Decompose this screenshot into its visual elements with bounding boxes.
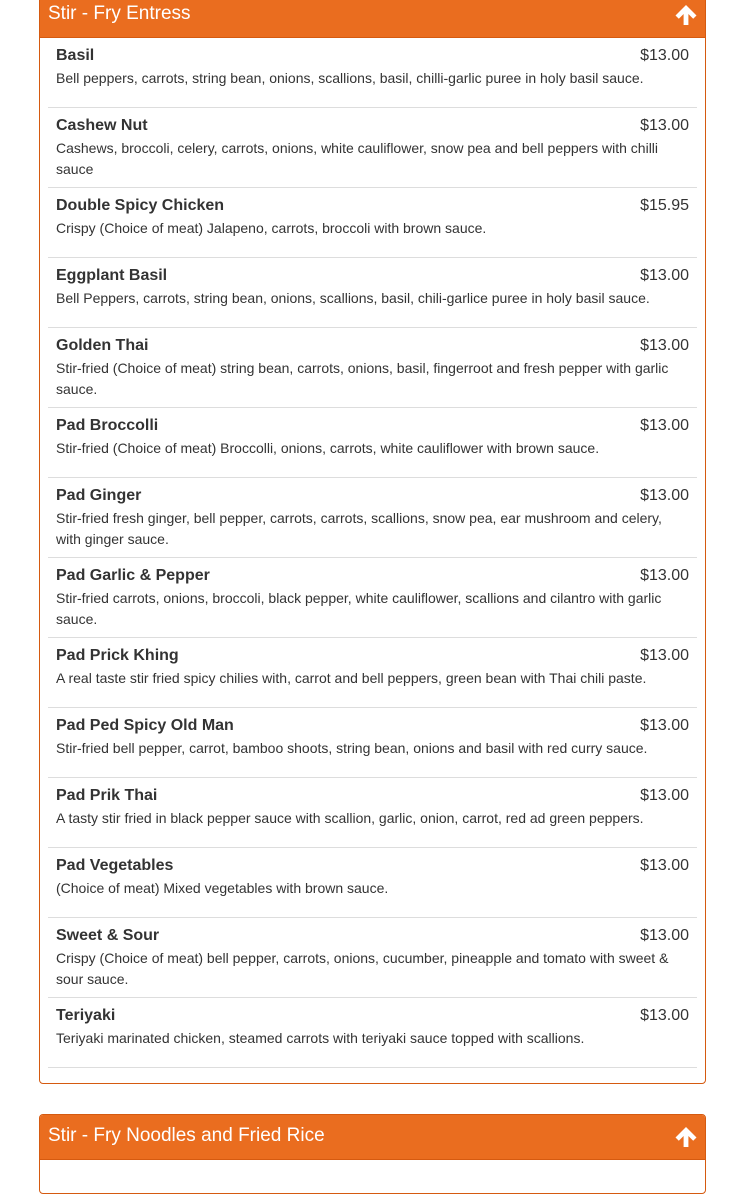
menu-item bbox=[48, 558, 697, 638]
item-name: Cashew Nut bbox=[56, 117, 148, 134]
menu-item bbox=[48, 918, 697, 998]
item-name: Sweet & Sour bbox=[56, 927, 160, 944]
menu-item-list bbox=[48, 38, 697, 1068]
item-price: $13.00 bbox=[640, 487, 689, 504]
item-description: A tasty stir fried in black pepper sauce with scallion, garlic, onion, carrot, red ad green peppers. bbox=[56, 810, 644, 826]
menu-item bbox=[48, 108, 697, 188]
item-price: $13.00 bbox=[640, 417, 689, 434]
item-name: Pad Vegetables bbox=[56, 857, 174, 874]
item-description: Stir-fried (Choice of meat) string bean, carrots, onions, basil, fingerroot and fresh pepper with garlic sauce. bbox=[56, 360, 669, 397]
item-description: Stir-fried fresh ginger, bell pepper, carrots, carrots, scallions, snow pea, ear mushroom and celery, with ginger sauce. bbox=[56, 510, 662, 547]
menu-item bbox=[48, 708, 697, 778]
item-name: Eggplant Basil bbox=[56, 267, 168, 284]
item-description: Teriyaki marinated chicken, steamed carrots with teriyaki sauce topped with scallions. bbox=[56, 1030, 585, 1046]
menu-item bbox=[48, 408, 697, 478]
item-name: Pad Ped Spicy Old Man bbox=[56, 717, 234, 734]
menu-item bbox=[48, 848, 697, 918]
item-description: Crispy (Choice of meat) Jalapeno, carrots, broccoli with brown sauce. bbox=[56, 220, 487, 236]
item-description: Crispy (Choice of meat) bell pepper, carrots, onions, cucumber, pineapple and tomato with sweet & sour sauce. bbox=[56, 950, 669, 987]
item-name: Basil bbox=[56, 47, 95, 64]
item-price: $13.00 bbox=[640, 567, 689, 584]
item-price: $13.00 bbox=[640, 267, 689, 284]
menu-item bbox=[48, 998, 697, 1068]
item-price: $13.00 bbox=[640, 857, 689, 874]
item-description: Stir-fried bell pepper, carrot, bamboo shoots, string bean, onions and basil with red curry sauce. bbox=[56, 740, 648, 756]
section-panel-stir-fry-entress bbox=[39, 0, 706, 1084]
item-name: Golden Thai bbox=[56, 337, 149, 354]
arrow-up-icon[interactable] bbox=[674, 1125, 698, 1149]
item-description: A real taste stir fried spicy chilies with, carrot and bell peppers, green bean with Thai chili paste. bbox=[56, 670, 647, 686]
item-price: $13.00 bbox=[640, 47, 689, 64]
item-description: Stir-fried (Choice of meat) Broccolli, onions, carrots, white cauliflower with brown sauce. bbox=[56, 440, 600, 456]
section-title: Stir - Fry Noodles and Fried Rice bbox=[48, 1125, 325, 1146]
menu-item bbox=[48, 188, 697, 258]
item-name: Pad Prick Khing bbox=[56, 647, 179, 664]
item-name: Teriyaki bbox=[56, 1007, 116, 1024]
item-price: $13.00 bbox=[640, 1007, 689, 1024]
item-name: Double Spicy Chicken bbox=[56, 197, 225, 214]
item-price: $13.00 bbox=[640, 647, 689, 664]
item-price: $13.00 bbox=[640, 717, 689, 734]
item-name: Pad Prik Thai bbox=[56, 787, 158, 804]
menu-item bbox=[48, 638, 697, 708]
arrow-up-icon[interactable] bbox=[674, 3, 698, 27]
item-description: Bell peppers, carrots, string bean, onions, scallions, basil, chilli-garlic puree in holy basil sauce. bbox=[56, 70, 644, 86]
section-title: Stir - Fry Entress bbox=[48, 3, 191, 24]
section-heading bbox=[40, 1115, 705, 1160]
item-price: $13.00 bbox=[640, 337, 689, 354]
section-heading bbox=[40, 0, 705, 38]
menu-item bbox=[48, 478, 697, 558]
item-name: Pad Ginger bbox=[56, 487, 142, 504]
menu-item bbox=[48, 778, 697, 848]
menu-item bbox=[48, 258, 697, 328]
item-price: $13.00 bbox=[640, 787, 689, 804]
item-description: Bell Peppers, carrots, string bean, onions, scallions, basil, chili-garlice puree in holy basil sauce. bbox=[56, 290, 650, 306]
item-price: $15.95 bbox=[640, 197, 689, 214]
item-price: $13.00 bbox=[640, 117, 689, 134]
item-name: Pad Garlic & Pepper bbox=[56, 567, 210, 584]
section-panel-stir-fry-noodles bbox=[39, 1114, 706, 1194]
menu-item bbox=[48, 38, 697, 108]
item-description: Cashews, broccoli, celery, carrots, onions, white cauliflower, snow pea and bell peppers with chilli sauce bbox=[56, 140, 659, 177]
item-description: Stir-fried carrots, onions, broccoli, black pepper, white cauliflower, scallions and cilantro with garlic sauce. bbox=[56, 590, 662, 627]
item-price: $13.00 bbox=[640, 927, 689, 944]
menu-item bbox=[48, 328, 697, 408]
item-name: Pad Broccolli bbox=[56, 417, 159, 434]
item-description: (Choice of meat) Mixed vegetables with brown sauce. bbox=[56, 880, 389, 896]
